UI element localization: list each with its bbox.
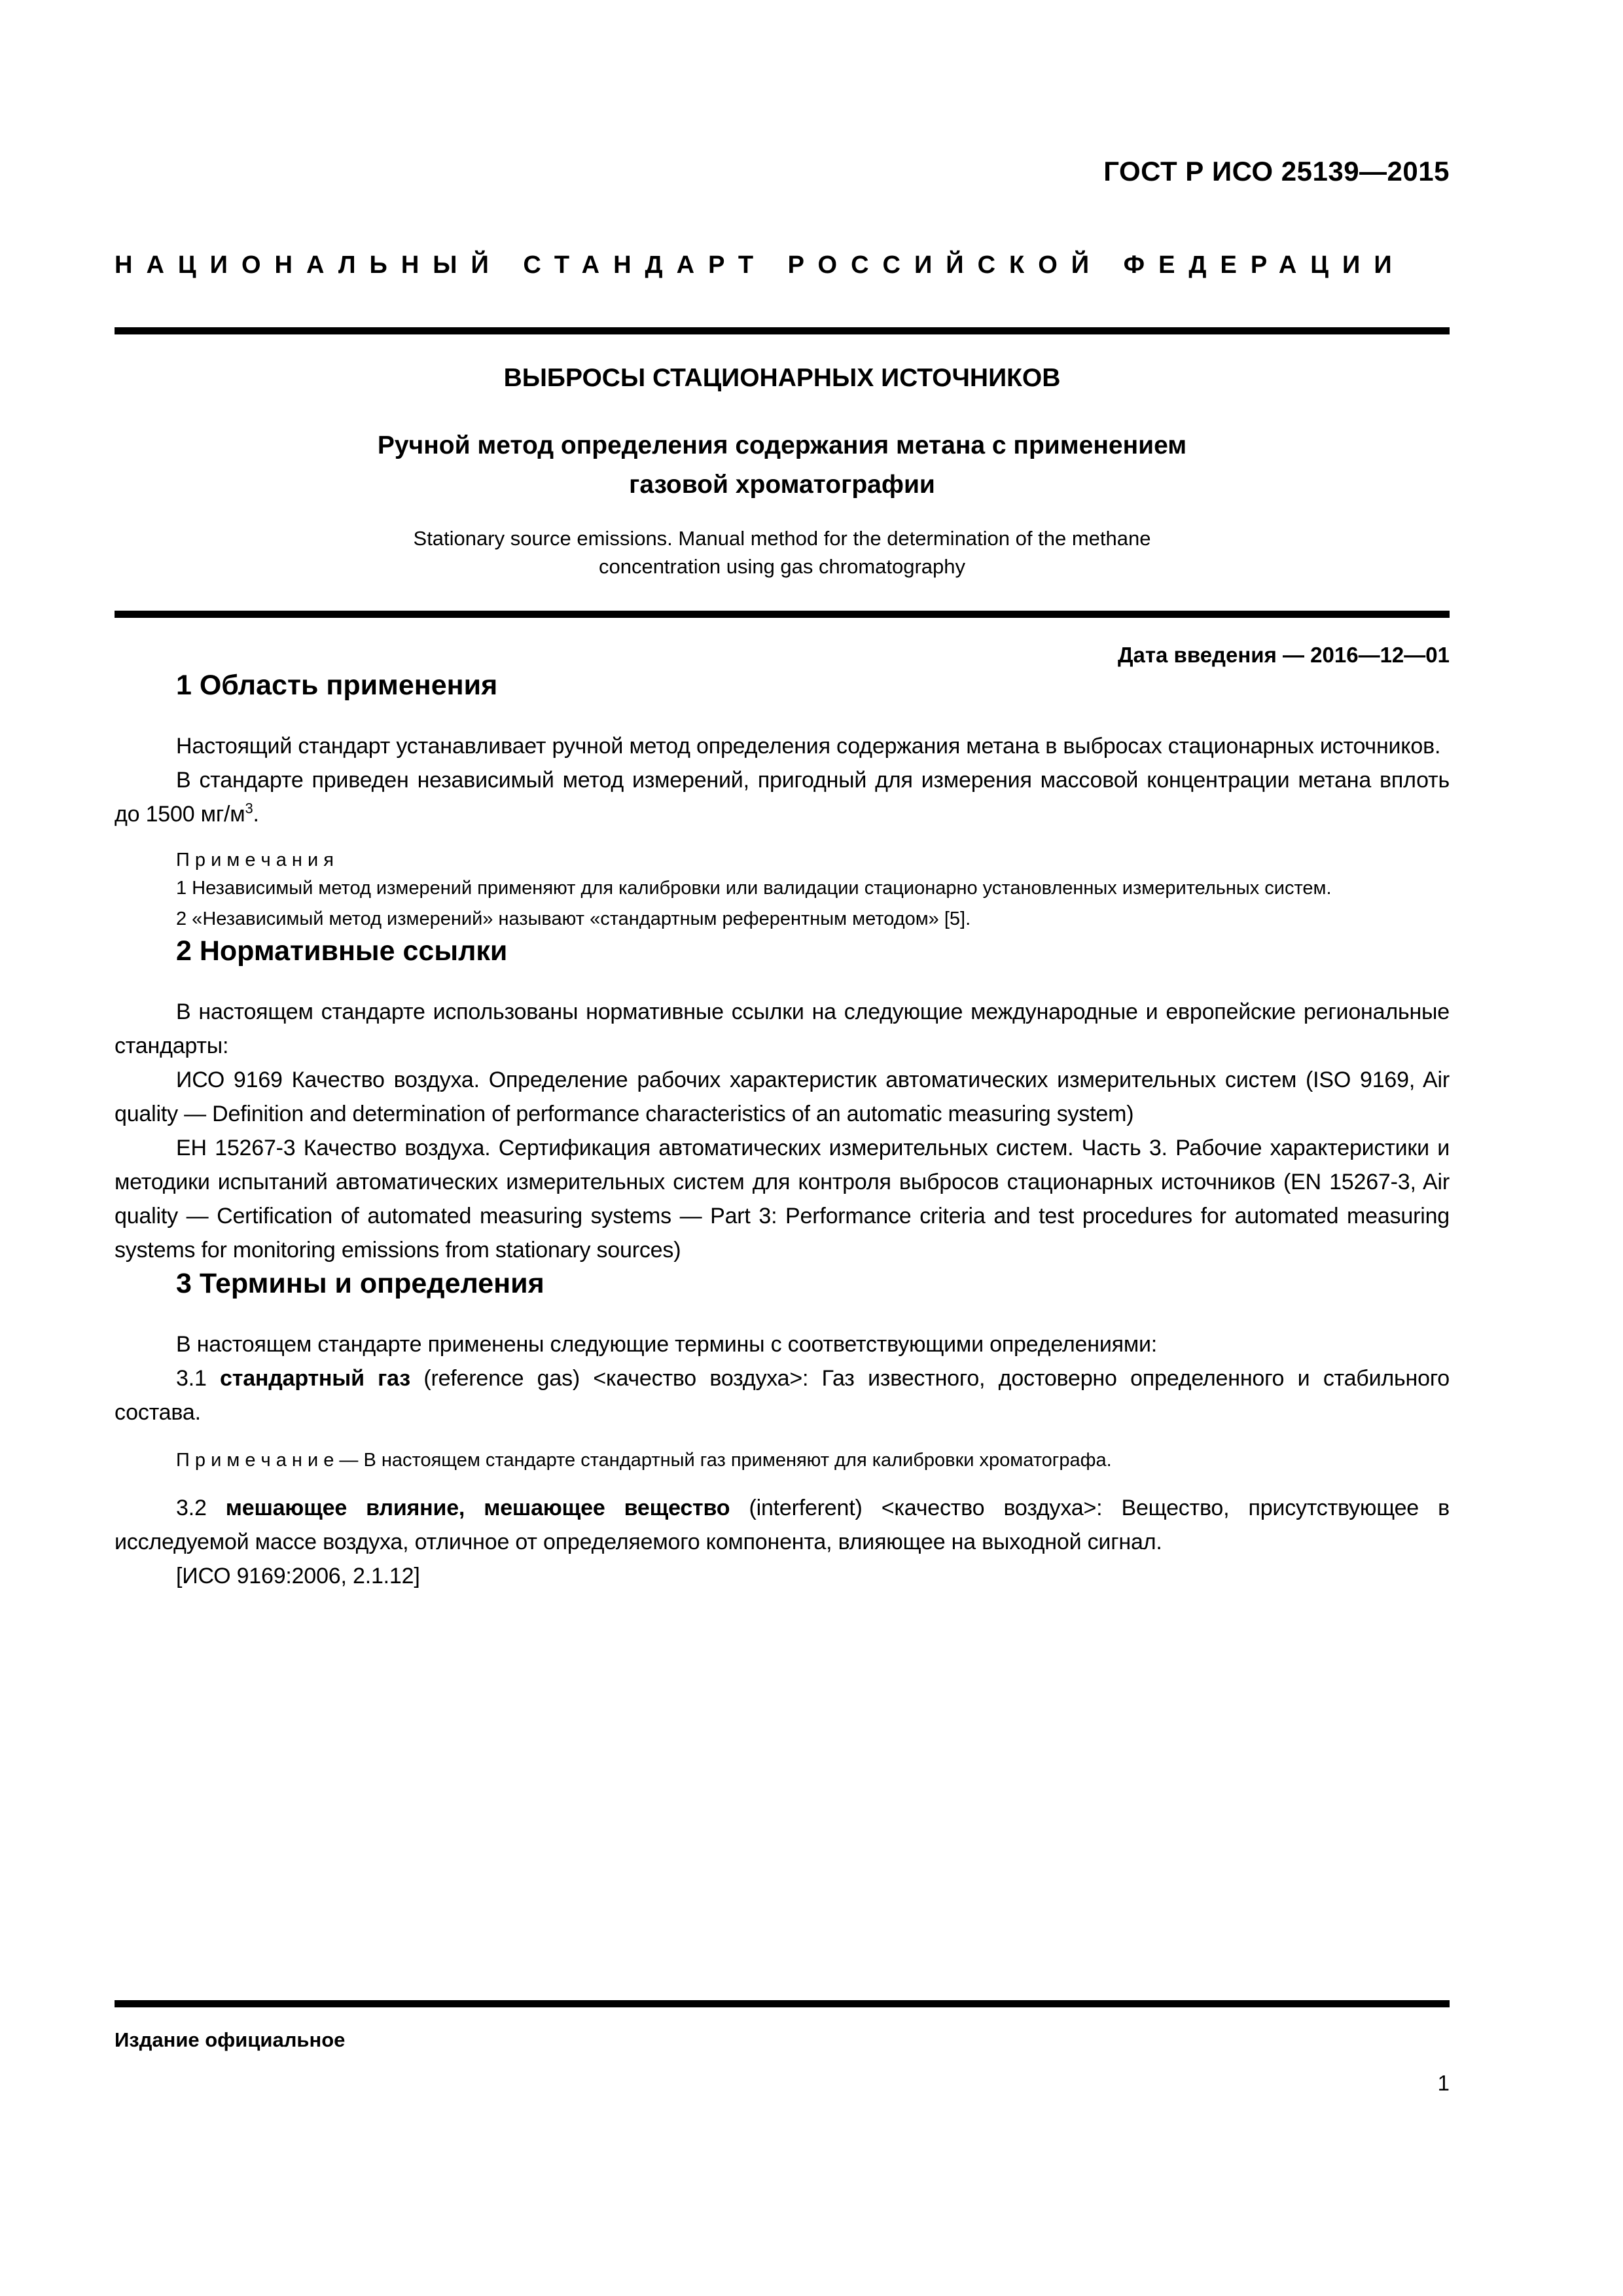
document-title: ВЫБРОСЫ СТАЦИОНАРНЫХ ИСТОЧНИКОВ xyxy=(503,364,1061,392)
term-number: 3.2 xyxy=(176,1496,226,1520)
page-footer xyxy=(115,2000,1450,2096)
term-name: стандартный газ xyxy=(220,1366,410,1391)
section-2-reference-iso-9169: ИСО 9169 Качество воздуха. Определение рабочих характеристик автоматических измерительных систем (ISO 9169, Air quality — Definition and determination of performance characteristics of an automatic measuring system) xyxy=(115,1067,1450,1126)
page-number: 1 xyxy=(1437,2071,1450,2095)
paragraph-text: В стандарте приведен независимый метод измерений, пригодный для измерения массовой концентрации метана вплоть до 1500 мг/м xyxy=(115,768,1450,827)
document-subtitle-english xyxy=(115,524,1450,581)
subtitle-line-2: газовой хроматографии xyxy=(629,471,935,499)
effective-date: Дата введения — 2016—12—01 xyxy=(1118,643,1450,667)
term-3-1 xyxy=(115,1361,1450,1429)
document-subtitle xyxy=(115,426,1450,505)
subtitle-en-line-1: Stationary source emissions. Manual method for the determination of the methane xyxy=(413,527,1151,550)
subtitle-en-line-2: concentration using gas chromatography xyxy=(598,555,966,578)
section-2-reference-en-15267-3: ЕН 15267-3 Качество воздуха. Сертификация автоматических измерительных систем. Часть 3. Рабочие характеристики и методики испытаний автоматических измерительных систем для контроля выбросов стационарных источников (EN 15267-3, Air quality — Certification of automated measuring systems — Part 3: Performance criteria and test procedures for automated measuring systems for monitoring emissions from stationary sources) xyxy=(115,1136,1450,1263)
superscript-3: 3 xyxy=(245,800,253,817)
note-2: 2 «Независимый метод измерений» называют «стандартным референтным методом» [5]. xyxy=(176,908,971,929)
notes-label: П р и м е ч а н и я xyxy=(176,850,334,870)
term-definition: (interferent) <качество воздуха>: Вещество, присутствующее в исследуемой массе воздуха, отличное от определяемого компонента, влияющее на выходной сигнал. xyxy=(115,1496,1450,1554)
doc-code: ГОСТ Р ИСО 25139—2015 xyxy=(1103,156,1450,187)
term-name: мешающее влияние, мешающее вещество xyxy=(225,1496,730,1520)
divider-banner xyxy=(115,327,1450,334)
term-number: 3.1 xyxy=(176,1366,221,1391)
term-3-2 xyxy=(115,1491,1450,1559)
note-1: 1 Независимый метод измерений применяют для калибровки или валидации стационарно установленных измерительных систем. xyxy=(176,878,1332,899)
divider-title xyxy=(115,611,1450,618)
section-2-paragraph-1: В настоящем стандарте использованы нормативные ссылки на следующие международные и европейские региональные стандарты: xyxy=(115,999,1450,1058)
section-1-heading: 1 Область применения xyxy=(176,670,498,701)
section-3-heading: 3 Термины и определения xyxy=(176,1268,544,1299)
section-1-paragraph-1: Настоящий стандарт устанавливает ручной метод определения содержания метана в выбросах стационарных источников. xyxy=(176,734,1441,759)
term-3-1-note: П р и м е ч а н и е — В настоящем стандарте стандартный газ применяют для калибровки хроматографа. xyxy=(176,1450,1112,1471)
section-3-intro: В настоящем стандарте применены следующие термины с соответствующими определениями: xyxy=(176,1332,1158,1357)
subtitle-line-1: Ручной метод определения содержания метана с применением xyxy=(377,431,1187,459)
section-2-heading: 2 Нормативные ссылки xyxy=(176,935,508,967)
official-edition-note: Издание официальное xyxy=(115,2028,346,2051)
term-3-2-source: [ИСО 9169:2006, 2.1.12] xyxy=(176,1564,420,1588)
national-standard-banner: НАЦИОНАЛЬНЫЙ СТАНДАРТ РОССИЙСКОЙ ФЕДЕРАЦИИ xyxy=(115,251,1406,279)
divider-footer xyxy=(115,2000,1450,2007)
paragraph-text: . xyxy=(253,802,259,827)
term-definition: (reference gas) <качество воздуха>: Газ известного, достоверно определенного и стабильного состава. xyxy=(115,1366,1450,1425)
section-1-paragraph-2 xyxy=(115,763,1450,831)
